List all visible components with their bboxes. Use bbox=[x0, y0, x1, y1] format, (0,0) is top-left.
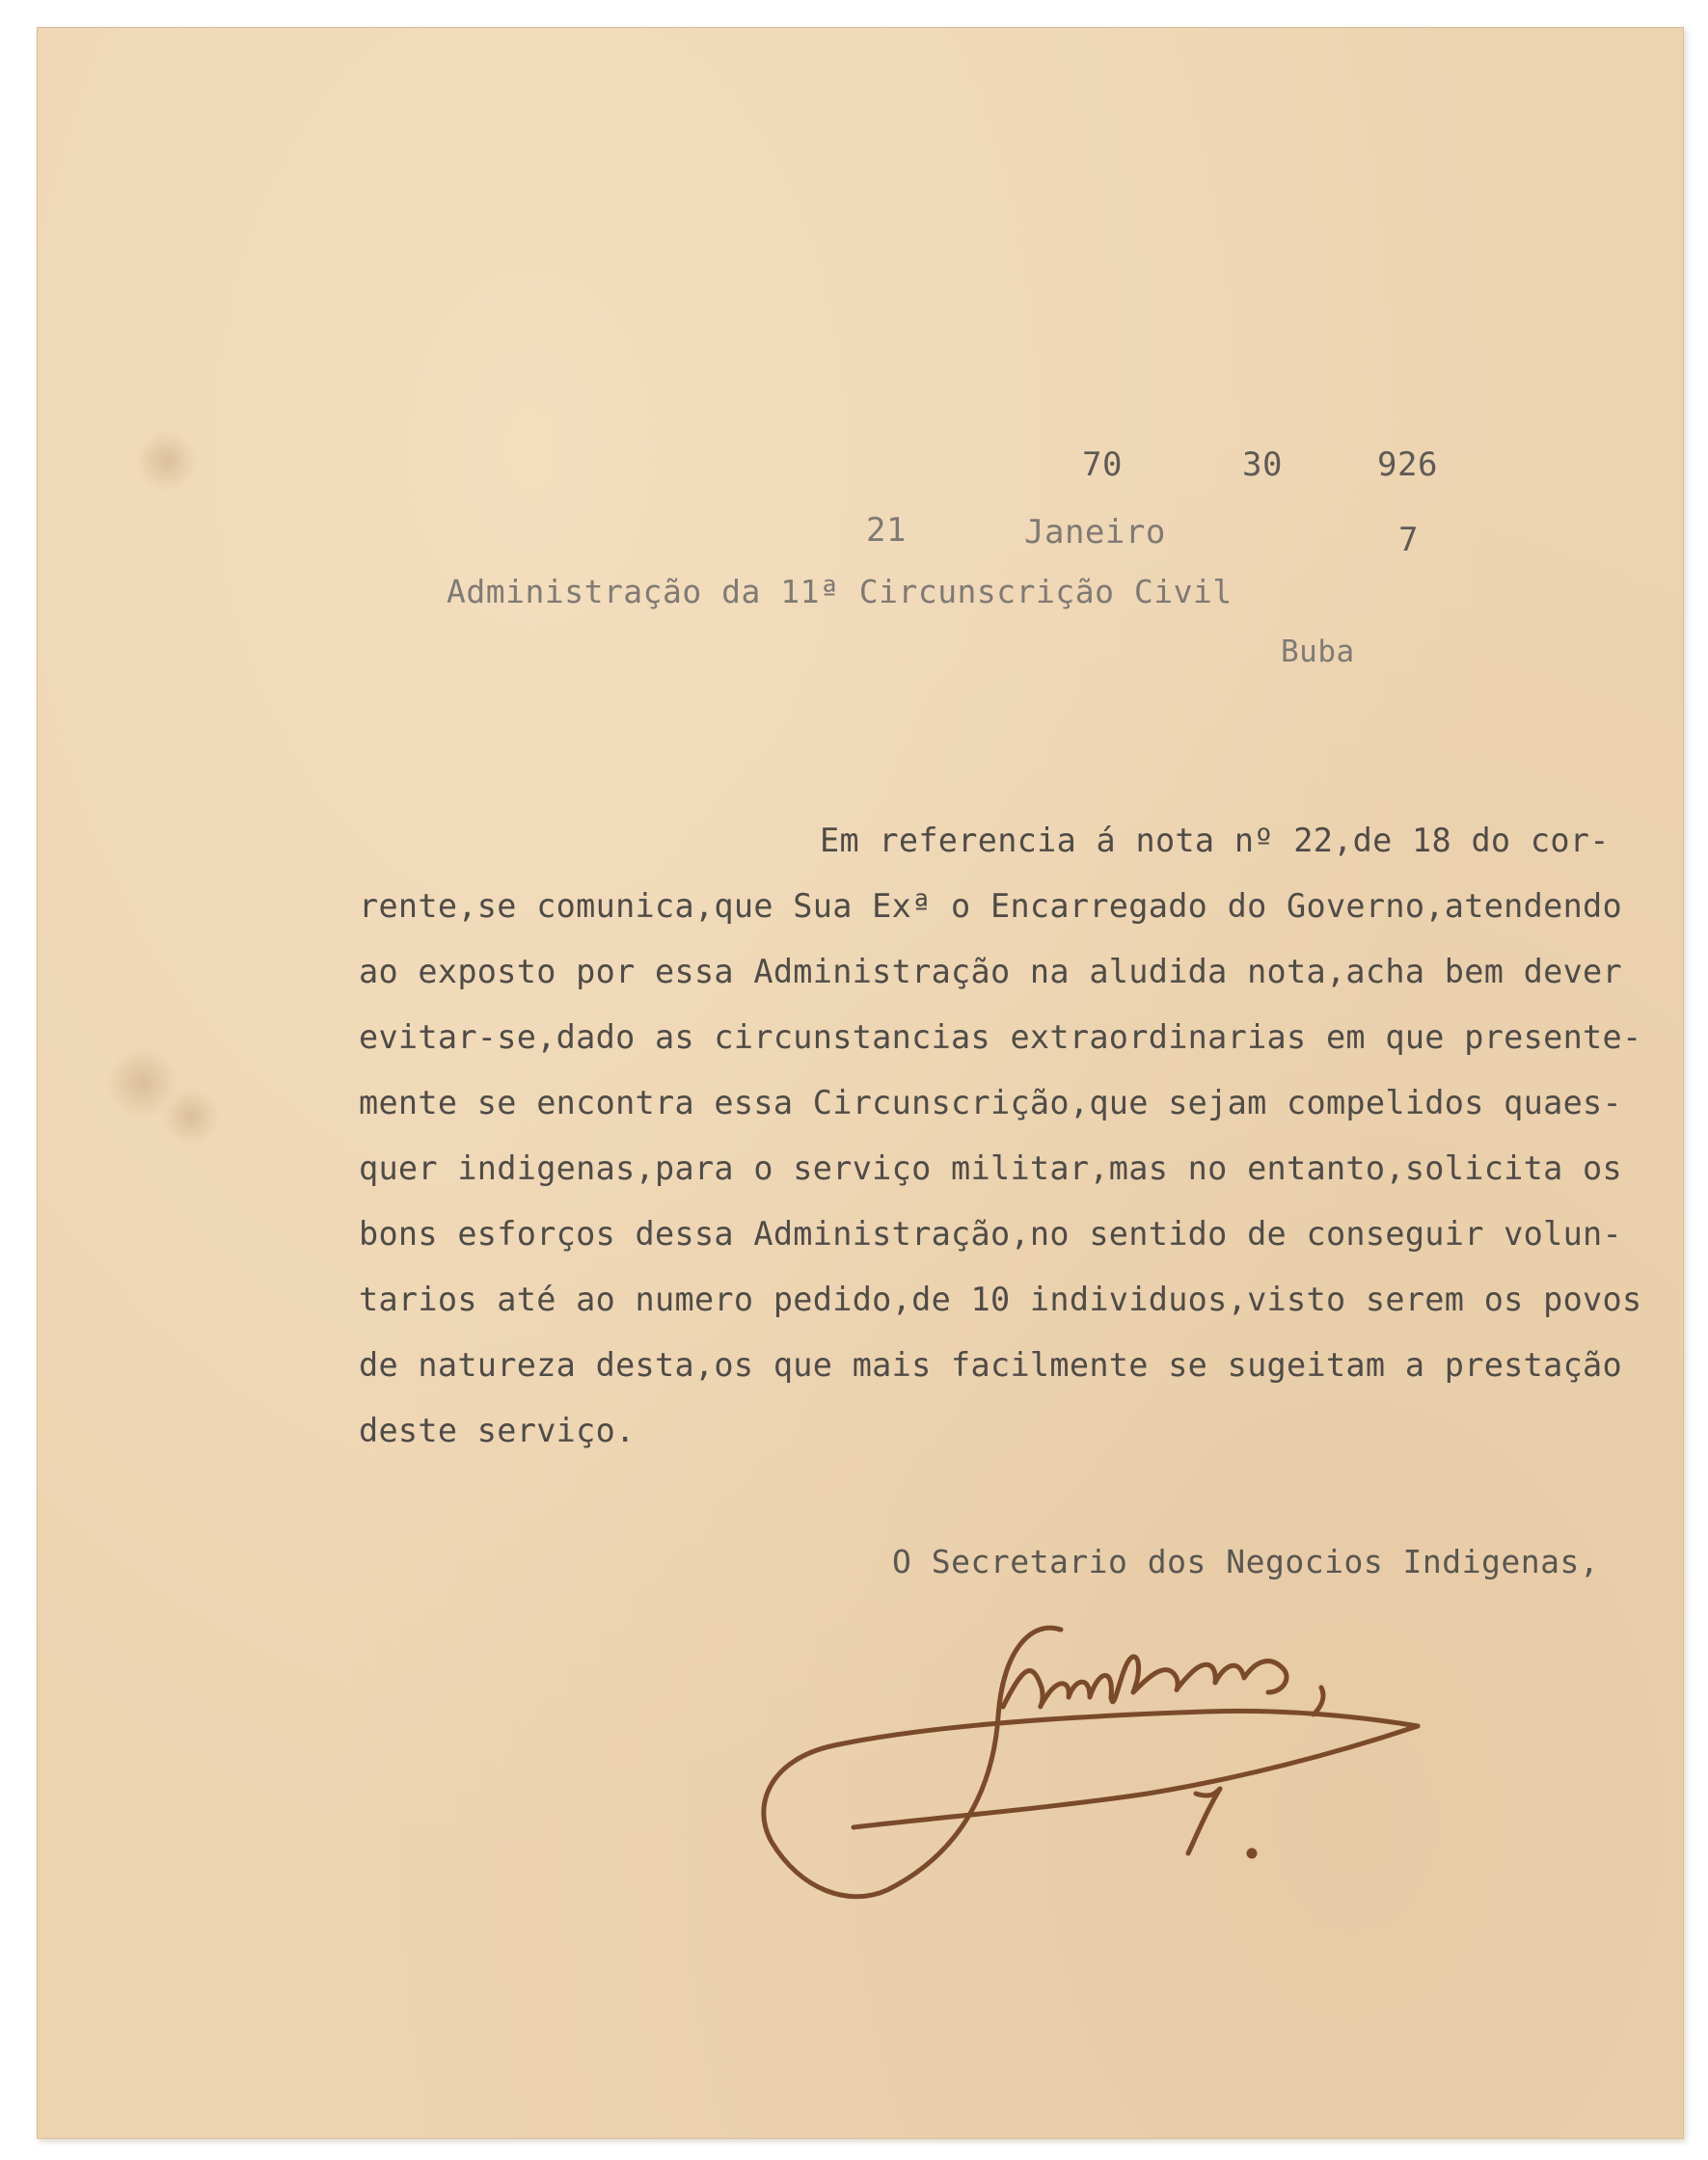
body-line: deste serviço. bbox=[359, 1412, 636, 1449]
paper-stain bbox=[162, 1088, 220, 1146]
ref-number-3: 926 bbox=[1377, 446, 1438, 484]
body-line: evitar-se,dado as circunstancias extraordinarias em que presente- bbox=[359, 1018, 1642, 1056]
body-line: mente se encontra essa Circunscrição,que sejam compelidos quaes- bbox=[359, 1084, 1622, 1121]
body-line: rente,se comunica,que Sua Exª o Encarregado do Governo,atendendo bbox=[359, 887, 1622, 925]
closing-line: O Secretario dos Negocios Indigenas, bbox=[892, 1543, 1600, 1580]
signature bbox=[743, 1601, 1437, 1919]
signature-drawing bbox=[743, 1601, 1437, 1919]
body-line: quer indigenas,para o serviço militar,mas no entanto,solicita os bbox=[359, 1149, 1622, 1187]
body-line: Em referencia á nota nº 22,de 18 do cor- bbox=[820, 822, 1610, 859]
letter-body bbox=[359, 808, 1651, 1464]
body-line: tarios até ao numero pedido,de 10 individuos,visto serem os povos bbox=[359, 1281, 1642, 1318]
ref-number-2: 30 bbox=[1242, 446, 1283, 484]
date-number: 7 bbox=[1398, 521, 1419, 559]
location: Buba bbox=[1281, 634, 1355, 669]
body-line: ao exposto por essa Administração na aludida nota,acha bem dever bbox=[359, 953, 1622, 990]
body-line: de natureza desta,os que mais facilmente se sugeitam a prestação bbox=[359, 1346, 1622, 1384]
paper-stain bbox=[133, 432, 201, 490]
date-day: 21 bbox=[866, 511, 907, 550]
date-month: Janeiro bbox=[1024, 513, 1166, 552]
addressee: Administração da 11ª Circunscrição Civil bbox=[447, 573, 1233, 610]
ref-number-1: 70 bbox=[1082, 446, 1123, 484]
body-line: bons esforços dessa Administração,no sentido de conseguir volun- bbox=[359, 1215, 1622, 1253]
